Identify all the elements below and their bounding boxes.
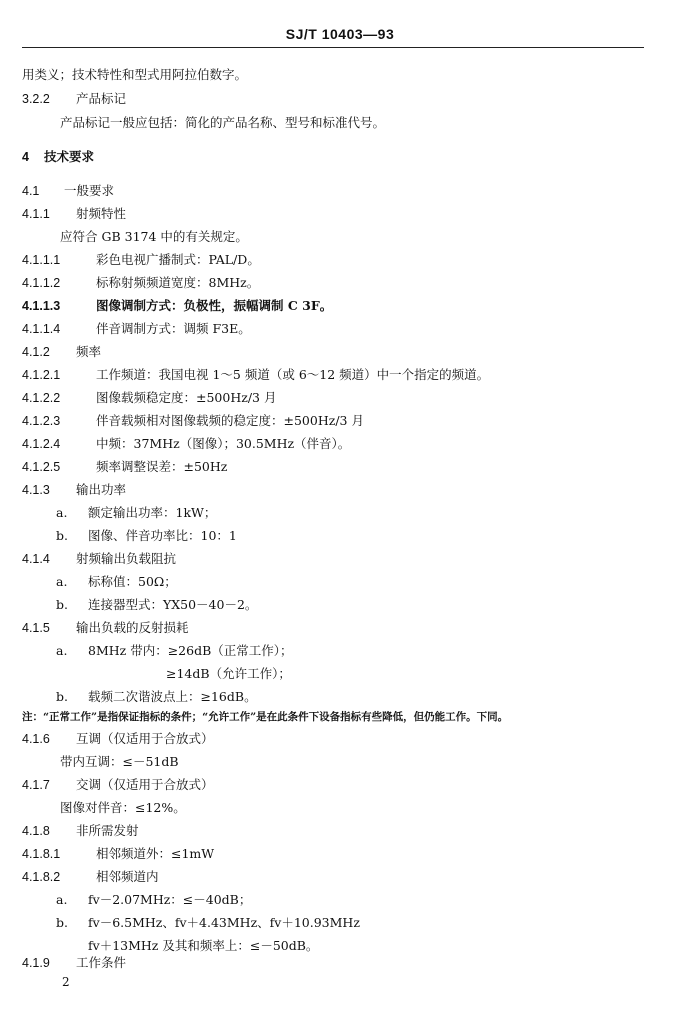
list-marker: b. [56, 689, 68, 704]
list-text: 额定输出功率：1kW； [88, 505, 217, 520]
clause-number: 4.1.3 [22, 483, 50, 497]
list-text: fv＋13MHz 及其和频率上：≤－50dB。 [88, 938, 319, 953]
clause-text: 相邻频道内 [96, 869, 159, 884]
clause-number: 4.1.1.4 [22, 322, 61, 336]
list-marker: b. [56, 915, 68, 930]
list-marker: a. [56, 643, 68, 658]
clause-text: 伴音调制方式：调频 F3E。 [96, 321, 251, 336]
clause-text: 射频输出负载阻抗 [76, 551, 177, 566]
list-text: ≥14dB（允许工作）； [166, 666, 291, 681]
clause-text: 射频特性 [76, 206, 127, 221]
clause-number: 4.1.1.3 [22, 299, 61, 313]
note-text: 注：“正常工作”是指保证指标的条件；“允许工作”是在此条件下设备指标有些降低，但仍能工作。下同。 [22, 711, 509, 723]
clause-number: 4.1.2.1 [22, 368, 61, 382]
clause-text: 输出功率 [76, 482, 127, 497]
clause-number: 4.1.9 [22, 956, 50, 970]
line-text: 产品标记一般应包括：简化的产品名称、型号和标准代号。 [60, 115, 386, 130]
list-marker: b. [56, 597, 68, 612]
list-marker: a. [56, 574, 68, 589]
list-text: 标称值：50Ω； [88, 574, 177, 589]
clause-number: 4.1 [22, 184, 40, 198]
clause-text: 工作频道：我国电视 1～5 频道（或 6～12 频道）中一个指定的频道。 [96, 367, 490, 382]
clause-text: 相邻频道外：≤1mW [96, 846, 215, 861]
clause-text: 技术要求 [44, 149, 95, 164]
clause-number: 4.1.2.5 [22, 460, 61, 474]
page-number: 2 [62, 975, 70, 989]
clause-number: 3.2.2 [22, 92, 50, 106]
line-text: 用类义；技术特性和型式用阿拉伯数字。 [22, 67, 248, 82]
clause-text: 伴音载频相对图像载频的稳定度：±500Hz/3 月 [96, 413, 364, 428]
clause-number: 4 [22, 150, 29, 164]
clause-number: 4.1.8.2 [22, 870, 61, 884]
clause-number: 4.1.2.2 [22, 391, 61, 405]
header-rule [22, 47, 644, 48]
clause-number: 4.1.7 [22, 778, 50, 792]
clause-text: 非所需发射 [76, 823, 139, 838]
clause-text: 互调（仅适用于合放式） [76, 731, 214, 746]
line-text: 图像对伴音：≤12%。 [60, 800, 186, 815]
clause-text: 一般要求 [64, 183, 115, 198]
list-text: 图像、伴音功率比：10：1 [88, 528, 237, 543]
clause-text: 彩色电视广播制式：PAL/D。 [96, 252, 260, 267]
list-marker: a. [56, 892, 68, 907]
clause-text: 标称射频频道宽度：8MHz。 [96, 275, 260, 290]
line-text: 带内互调：≤－51dB [60, 754, 179, 769]
clause-text: 频率 [76, 344, 102, 359]
clause-text: 工作条件 [76, 955, 127, 970]
clause-text: 图像调制方式：负极性，振幅调制 C 3F。 [96, 298, 333, 313]
list-text: 连接器型式：YX50－40－2。 [88, 597, 258, 612]
line-text: 应符合 GB 3174 中的有关规定。 [60, 229, 248, 244]
clause-number: 4.1.1 [22, 207, 50, 221]
clause-number: 4.1.8.1 [22, 847, 61, 861]
list-marker: b. [56, 528, 68, 543]
list-text: fv－2.07MHz：≤－40dB； [88, 892, 252, 907]
clause-number: 4.1.2 [22, 345, 50, 359]
clause-number: 4.1.6 [22, 732, 50, 746]
clause-text: 交调（仅适用于合放式） [76, 777, 214, 792]
clause-text: 产品标记 [76, 91, 127, 106]
list-text: fv－6.5MHz、fv＋4.43MHz、fv＋10.93MHz [88, 915, 360, 930]
clause-number: 4.1.2.4 [22, 437, 61, 451]
list-text: 载频二次谐波点上：≥16dB。 [88, 689, 257, 704]
clause-text: 图像载频稳定度：±500Hz/3 月 [96, 390, 277, 405]
list-marker: a. [56, 505, 68, 520]
standard-code: SJ/T 10403—93 [285, 26, 395, 42]
clause-text: 输出负载的反射损耗 [76, 620, 189, 635]
clause-number: 4.1.4 [22, 552, 50, 566]
clause-number: 4.1.8 [22, 824, 50, 838]
clause-text: 中频：37MHz（图像）；30.5MHz（伴音）。 [96, 436, 351, 451]
clause-number: 4.1.1.2 [22, 276, 61, 290]
clause-text: 频率调整误差：±50Hz [96, 459, 228, 474]
list-text: 8MHz 带内：≥26dB（正常工作）； [88, 643, 293, 658]
clause-number: 4.1.1.1 [22, 253, 61, 267]
clause-number: 4.1.5 [22, 621, 50, 635]
clause-number: 4.1.2.3 [22, 414, 61, 428]
